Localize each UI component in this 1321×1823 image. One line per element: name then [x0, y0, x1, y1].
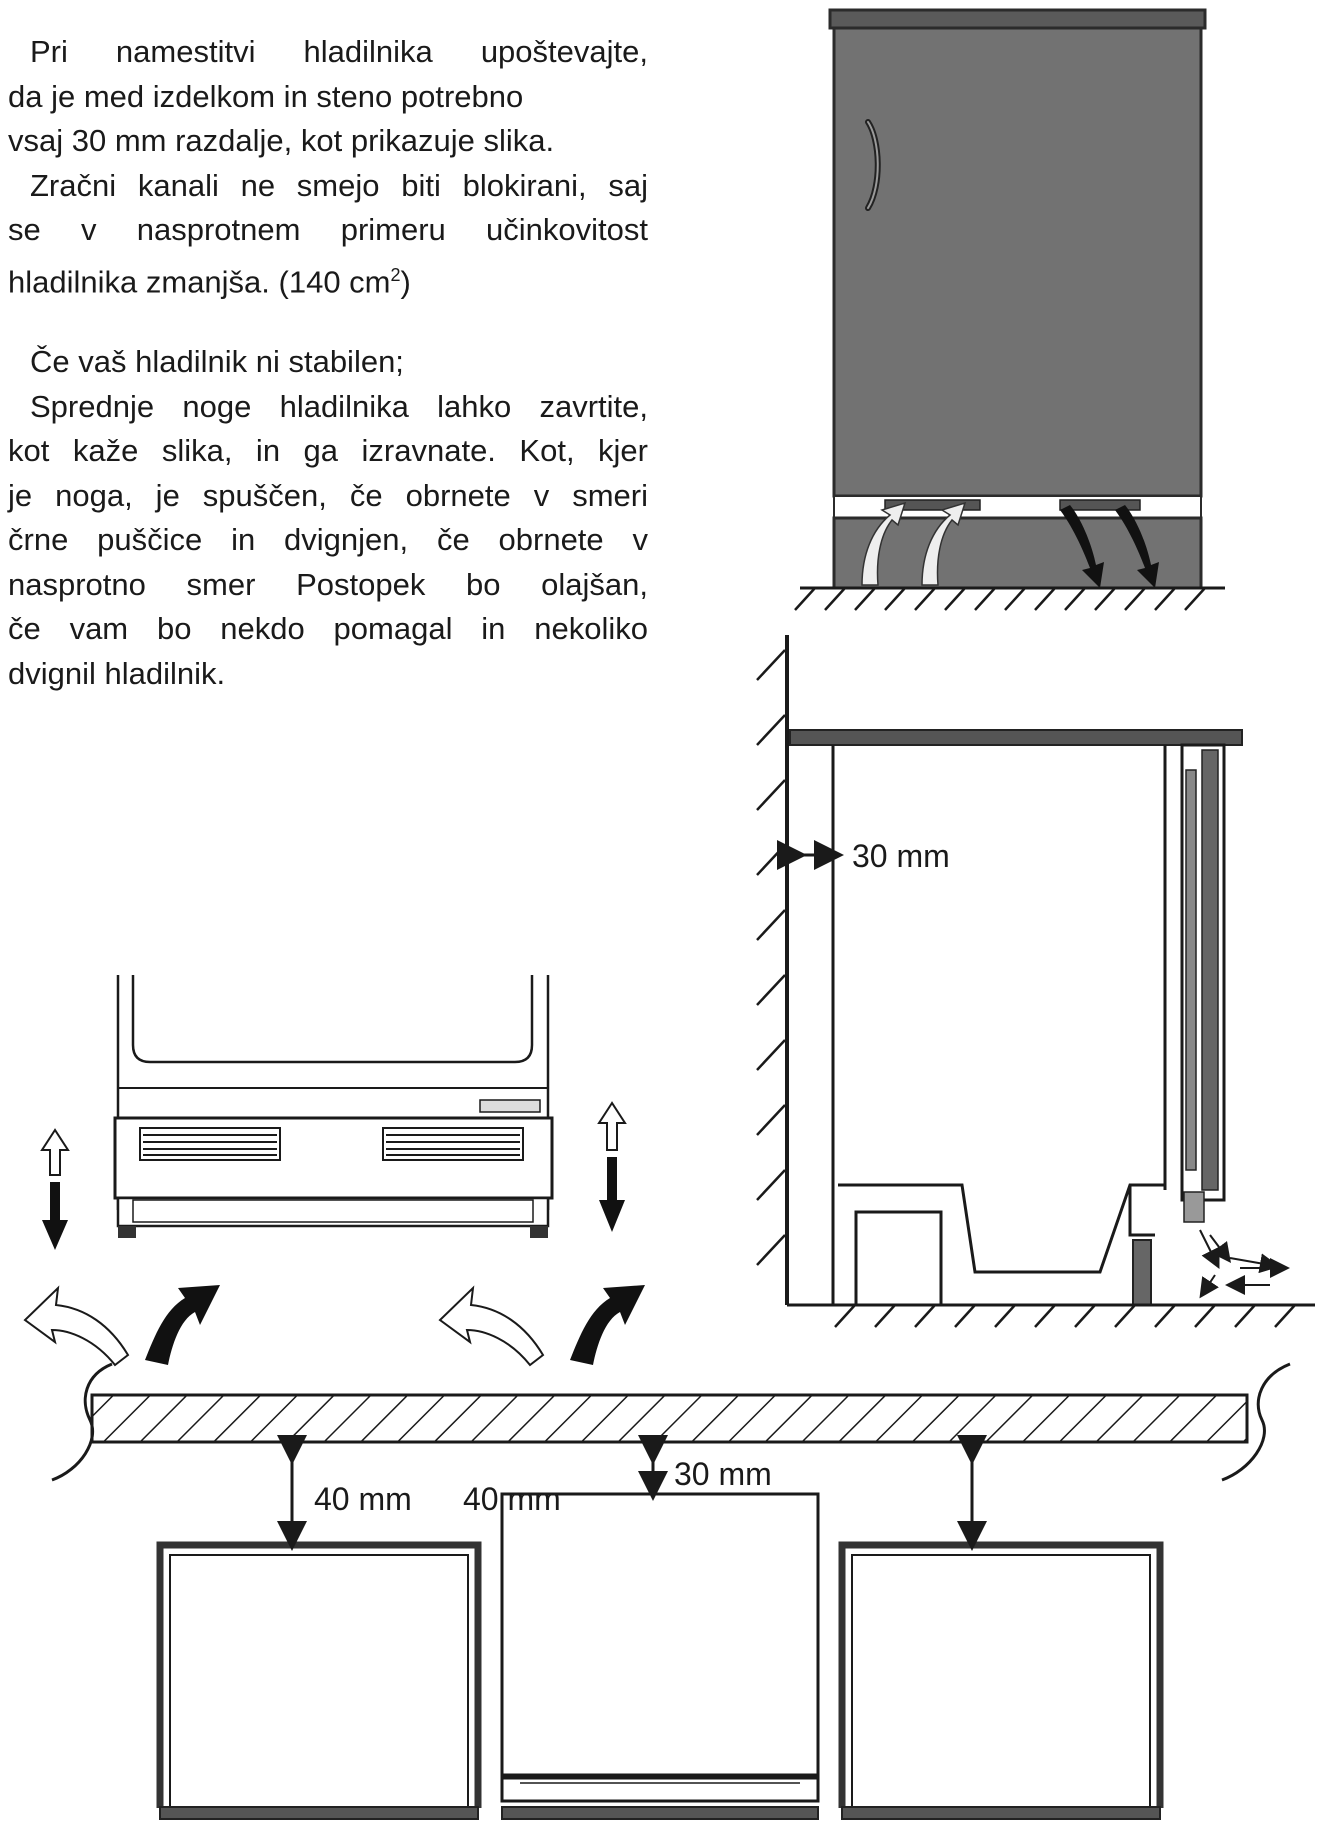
wall-hatch [757, 650, 785, 1265]
rotate-right-arrow-icon [570, 1285, 645, 1365]
fridge-side-view [757, 635, 1315, 1327]
height-adjust-arrow-icon [42, 1130, 68, 1250]
wall-gap-label: 30 mm [852, 838, 950, 874]
middle-gap-label: 40 mm [463, 1481, 561, 1517]
adjustable-feet-view [25, 975, 645, 1365]
side-airflow-arrows [1200, 1230, 1280, 1290]
floor-hatch [835, 1305, 1295, 1327]
compressor [856, 1212, 941, 1305]
plinth-side [1133, 1240, 1151, 1305]
cabinet-left [160, 1545, 478, 1808]
left-gap-label: 40 mm [314, 1481, 412, 1517]
rotate-right-arrow-icon [145, 1285, 220, 1365]
text-line: Če vaš hladilnik ni stabilen; [30, 344, 404, 379]
countertop-section [92, 1395, 1247, 1442]
text-line: je noga, je spuščen, če obrnete v smeri [8, 477, 648, 513]
text-line: nasprotno smer Postopek bo olajšan, [8, 566, 648, 602]
rotate-left-arrow-icon [25, 1288, 128, 1365]
fridge-inner-outline [133, 975, 532, 1062]
text-line: Sprednje noge hladilnika lahko zavrtite, [30, 388, 648, 424]
floor-hatch [795, 588, 1205, 610]
text-line: vsaj 30 mm razdalje, kot prikazuje slika. [8, 123, 555, 158]
text-line: Zračni kanali ne smejo biti blokirani, saj [30, 167, 648, 203]
text-line: kot kaže slika, in ga izravnate. Kot, kjer [8, 433, 648, 468]
fridge-top-panel [830, 10, 1205, 28]
vent-grille [1184, 1192, 1204, 1222]
text-line: če vam bo nekdo pomagal in nekoliko [8, 611, 648, 646]
superscript: 2 [390, 264, 401, 285]
text-line: se v nasprotnem primeru učinkovitost [8, 212, 648, 247]
cabinet-right [842, 1545, 1160, 1808]
text-fragment: ) [400, 263, 411, 299]
text-line: črne puščice in dvignjen, če obrnete v [8, 522, 648, 557]
fridge-door [834, 28, 1201, 496]
rotate-left-arrow-icon [440, 1288, 543, 1365]
builtin-installation-view [52, 1364, 1290, 1819]
text-fragment: hladilnika zmanjša. (140 cm [8, 263, 391, 299]
adjustable-foot[interactable] [118, 1226, 136, 1238]
text-line: dvignil hladilnik. [8, 655, 226, 691]
height-adjust-arrow-icon [599, 1103, 625, 1232]
text-line: da je med izdelkom in steno potrebno [8, 78, 524, 114]
fridge-front-view [795, 10, 1225, 610]
top-gap-label: 30 mm [674, 1456, 772, 1492]
text-line: Pri namestitvi hladilnika upoštevajte, [30, 34, 648, 69]
countertop [790, 730, 1242, 745]
adjustable-foot[interactable] [530, 1226, 548, 1238]
fridge-built-in [502, 1494, 818, 1775]
